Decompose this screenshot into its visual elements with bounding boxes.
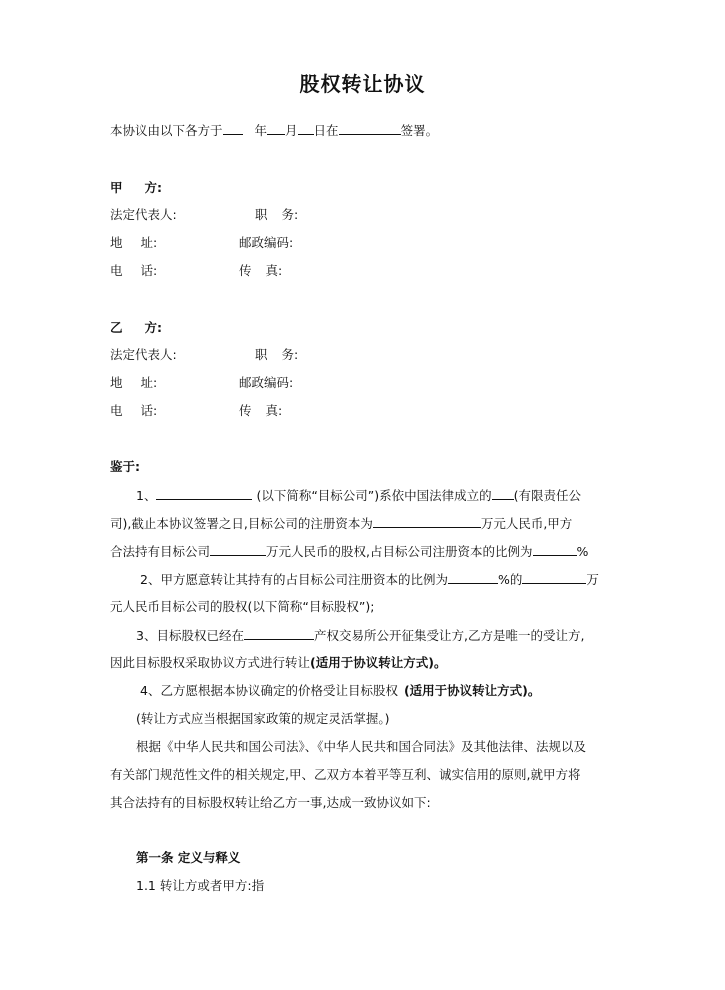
blank-place	[339, 122, 401, 135]
whereas-heading: 鉴于:	[110, 459, 140, 474]
article1-clause: 1.1 转让方或者甲方:指	[136, 878, 265, 893]
item1-line3: 合法持有目标公司 万元人民币的股权,占目标公司注册资本的比例为 %	[110, 544, 589, 559]
party-a-rep-label: 法定代表人:	[110, 207, 177, 222]
party-b-postcode-label: 邮政编码:	[239, 375, 294, 390]
blank-month	[267, 122, 285, 135]
blank-transfer-ratio	[448, 571, 498, 584]
intro-text: 本协议由以下各方于	[110, 123, 223, 138]
document-title: 股权转让协议	[299, 72, 426, 96]
blank-reg-capital	[373, 515, 481, 528]
party-a-fax-label: 传 真:	[239, 263, 283, 278]
item1-line1: 1、 (以下简称“目标公司”)系依中国法律成立的 (有限责任公	[136, 488, 582, 503]
item3-line2: 因此目标股权采取协议方式进行转让(适用于协议转让方式)。	[110, 655, 447, 670]
party-b-tel-label: 电 话:	[110, 403, 158, 418]
item2-line1: 2、甲方愿意转让其持有的占目标公司注册资本的比例为 %的 万	[140, 572, 599, 587]
intro-day: 日在	[313, 123, 339, 138]
party-b-rep-label: 法定代表人:	[110, 347, 177, 362]
party-a-position-label: 职 务:	[255, 207, 299, 222]
party-a-heading: 甲 方:	[110, 180, 163, 195]
item3-line1: 3、目标股权已经在 产权交易所公开征集受让方,乙方是唯一的受让方,	[136, 628, 585, 643]
blank-held-amount	[210, 543, 266, 556]
basis-line1: 根据《中华人民共和国公司法》、《中华人民共和国合同法》及其他法律、法规以及	[136, 739, 587, 754]
party-a-tel-label: 电 话:	[110, 263, 158, 278]
blank-transfer-amount	[522, 571, 586, 584]
article1-heading: 第一条 定义与释义	[136, 850, 241, 865]
intro-year: 年	[254, 123, 268, 138]
blank-company	[156, 487, 252, 500]
intro-line	[110, 122, 438, 139]
blank-exchange	[244, 627, 314, 640]
party-b-heading: 乙 方:	[110, 320, 163, 335]
blank-ratio	[533, 543, 577, 556]
blank-date	[223, 122, 243, 135]
basis-line2: 有关部门规范性文件的相关规定,甲、乙双方本着平等互利、诚实信用的原则,就甲方将	[110, 767, 581, 782]
transfer-note: (转让方式应当根据国家政策的规定灵活掌握。)	[136, 711, 390, 726]
party-a-postcode-label: 邮政编码:	[239, 235, 294, 250]
party-b-position-label: 职 务:	[255, 347, 299, 362]
item2-line2: 元人民币目标公司的股权(以下简称“目标股权”);	[110, 599, 375, 614]
intro-sign: 签署。	[400, 123, 439, 138]
item4-line: 4、乙方愿根据本协议确定的价格受让目标股权 (适用于协议转让方式)。	[140, 683, 541, 698]
blank-law	[492, 487, 514, 500]
item1-line2: 司),截止本协议签署之日,目标公司的注册资本为 万元人民币,甲方	[110, 516, 573, 531]
basis-line3: 其合法持有的目标股权转让给乙方一事,达成一致协议如下:	[110, 795, 431, 810]
intro-month: 月	[285, 123, 298, 138]
party-b-fax-label: 传 真:	[239, 403, 283, 418]
party-b-address-label: 地 址:	[110, 375, 158, 390]
blank-day	[298, 122, 314, 135]
party-a-address-label: 地 址:	[110, 235, 158, 250]
